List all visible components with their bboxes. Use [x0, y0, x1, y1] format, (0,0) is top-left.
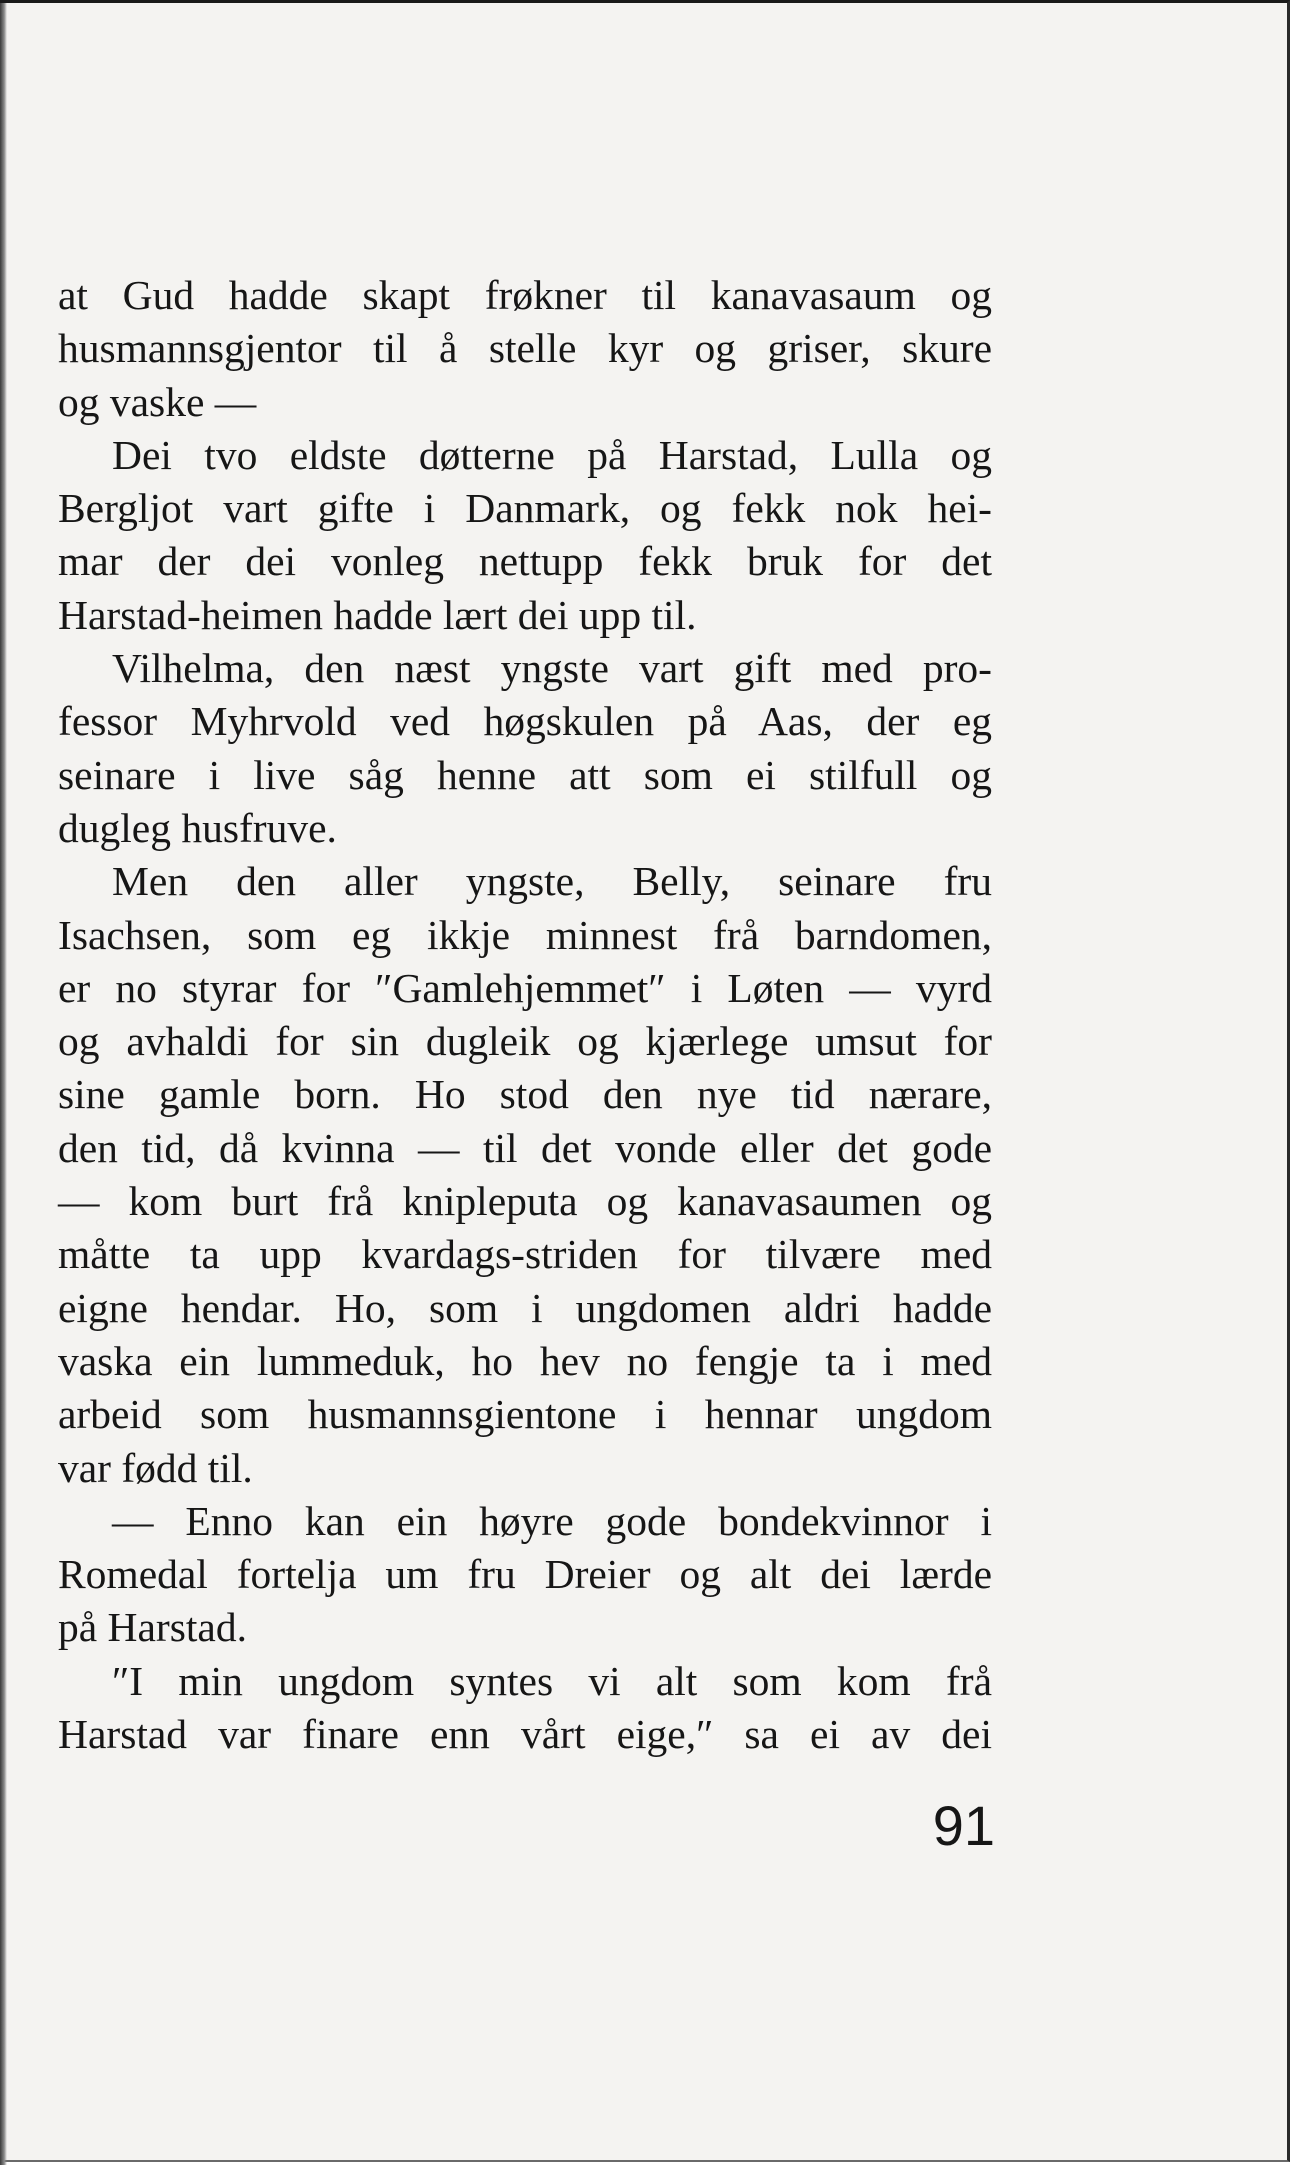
text-line: Isachsen, som eg ikkje minnest frå barndomen,: [58, 911, 992, 958]
text-line: — kom burt frå knipleputa og kanavasaumen og: [58, 1178, 992, 1225]
page-left-edge-shadow: [0, 3, 7, 2165]
text-line: og avhaldi for sin dugleik og kjærlege umsut for: [58, 1018, 992, 1065]
page-number: 91: [932, 1794, 995, 1857]
text-line: eigne hendar. Ho, som i ungdomen aldri hadde: [58, 1284, 992, 1331]
text-line: er no styrar for ″Gamlehjemmet″ i Løten — vyrd: [58, 964, 992, 1011]
text-line: vaska ein lummeduk, ho hev no fengje ta i med: [58, 1337, 992, 1384]
text-line: Men den aller yngste, Belly, seinare fru: [112, 858, 992, 905]
text-line: og vaske —: [58, 378, 257, 425]
text-line: Harstad-heimen hadde lært dei upp til.: [58, 591, 697, 638]
text-line: Vilhelma, den næst yngste vart gift med pro-: [112, 645, 992, 692]
text-line: — Enno kan ein høyre gode bondekvinnor i: [112, 1497, 992, 1544]
text-line: husmannsgjentor til å stelle kyr og griser, skure: [58, 325, 992, 372]
text-line: på Harstad.: [58, 1604, 247, 1651]
text-line: Dei tvo eldste døtterne på Harstad, Lulla og: [112, 431, 992, 478]
text-line: dugleg husfruve.: [58, 804, 337, 851]
text-line: ″I min ungdom syntes vi alt som kom frå: [112, 1657, 992, 1704]
text-line: Romedal fortelja um fru Dreier og alt dei lærde: [58, 1551, 992, 1598]
text-line: arbeid som husmannsgientone i hennar ungdom: [58, 1391, 992, 1438]
text-line: den tid, då kvinna — til det vonde eller det gode: [58, 1124, 992, 1171]
text-line: seinare i live såg henne att som ei stilfull og: [58, 751, 992, 798]
text-line: Bergljot vart gifte i Danmark, og fekk nok hei-: [58, 485, 992, 532]
text-line: var fødd til.: [58, 1444, 253, 1491]
text-line: mar der dei vonleg nettupp fekk bruk for det: [58, 538, 992, 585]
text-line: sine gamle born. Ho stod den nye tid nærare,: [58, 1071, 992, 1118]
text-line: Harstad var finare enn vårt eige,″ sa ei av dei: [58, 1711, 992, 1758]
body-text: [58, 269, 992, 1761]
text-line: måtte ta upp kvardags-striden for tilvære med: [58, 1231, 992, 1278]
text-line: fessor Myhrvold ved høgskulen på Aas, der eg: [58, 698, 992, 745]
text-line: at Gud hadde skapt frøkner til kanavasaum og: [58, 272, 992, 318]
